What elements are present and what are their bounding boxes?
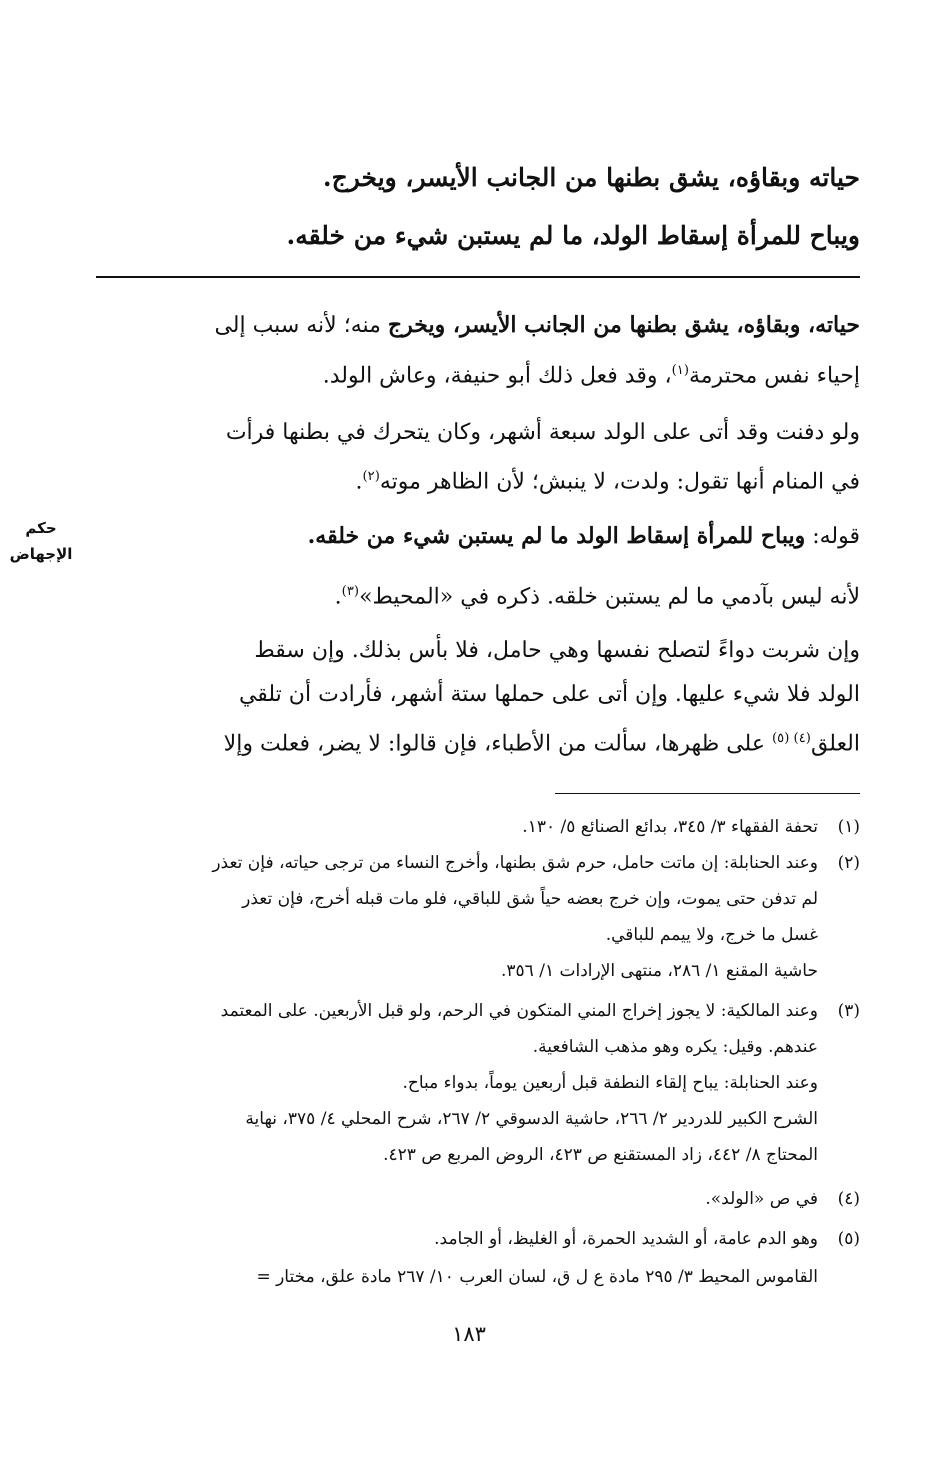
- sharh-p5-line-2: [86, 676, 860, 714]
- footnote-number: (٢): [837, 853, 860, 873]
- footnote-text: غسل ما خرج، ولا ييمم للباقي.: [605, 925, 818, 945]
- quoted-matn: حياته، وبقاؤه، يشق بطنها من الجانب الأيسر، ويخرج: [387, 312, 860, 338]
- footnote-4: [86, 1184, 860, 1214]
- footnote-2-line-4: [86, 956, 818, 986]
- footnote-number: (١): [837, 817, 860, 837]
- margin-heading-line: حكم: [25, 519, 57, 537]
- sharh-p1-line-2: [86, 352, 860, 395]
- sharh-p1-line-1: [86, 306, 860, 345]
- sharh-text: منه؛ لأنه سبب إلى: [214, 313, 388, 338]
- footnote-text: وعند المالكية: لا يجوز إخراج المني المتكون في الرحم، ولو قبل الأربعين. على المعتمد: [220, 1001, 818, 1021]
- sharh-text: ، وقد فعل ذلك أبو حنيفة، وعاش الولد.: [322, 363, 672, 389]
- footnote-2-line-1: [86, 848, 860, 878]
- footnote-number: (٤): [837, 1189, 860, 1209]
- sharh-text: .: [355, 469, 363, 495]
- footnote-number: (٥): [837, 1229, 860, 1249]
- sharh-text: قوله:: [805, 524, 860, 549]
- sharh-text: إحياء نفس محترمة: [688, 363, 860, 389]
- sharh-text: لأنه ليس بآدمي ما لم يستبن خلقه. ذكره في «المحيط»: [359, 584, 860, 610]
- footnote-text: وهو الدم عامة، أو الشديد الحمرة، أو الغليظ، أو الجامد.: [434, 1229, 818, 1249]
- footnote-5-line-1: [86, 1224, 860, 1254]
- footnote-number: (٣): [837, 1001, 860, 1021]
- sharh-text: على ظهرها، سألت من الأطباء، فإن قالوا: لا يضر، فعلت وإلا: [223, 731, 772, 757]
- margin-heading-line: الإجهاض: [9, 545, 73, 563]
- footnote-text: وعند الحنابلة: يباح إلقاء النطفة قبل أربعين يوماً، بدواء مباح.: [402, 1073, 818, 1093]
- footnote-text: وعند الحنابلة: إن ماتت حامل، حرم شق بطنها، وأخرج النساء من ترجى حياته، فإن تعذر: [212, 853, 818, 873]
- footnote-3-line-3: [86, 1068, 818, 1098]
- matn-text: حياته وبقاؤه، يشق بطنها من الجانب الأيسر، ويخرج.: [322, 163, 860, 192]
- footnote-3-line-5: [86, 1140, 818, 1170]
- footnote-text: لم تدفن حتى يموت، وإن خرج بعضه حياً شق للباقي، فلو مات قبله أخرج، فإن تعذر: [242, 889, 818, 909]
- footnote-5-line-2: [86, 1262, 818, 1292]
- sharh-text: الولد فلا شيء عليها. وإن أتى على حملها ستة أشهر، فأرادت أن تلقي: [238, 682, 860, 707]
- margin-heading: [6, 515, 76, 567]
- sharh-p2-line-2: [86, 458, 860, 501]
- sharh-text: العلق: [810, 731, 860, 757]
- sharh-p4: [86, 573, 860, 616]
- sharh-text: ولو دفنت وقد أتى على الولد سبعة أشهر، وكان يتحرك في بطنها فرأت: [225, 420, 860, 445]
- footnote-text: عندهم. وقيل: يكره وهو مذهب الشافعية.: [532, 1037, 818, 1057]
- sharh-text: .: [334, 584, 342, 610]
- footnote-text: في ص «الولد».: [705, 1189, 818, 1209]
- quoted-matn: ويباح للمرأة إسقاط الولد ما لم يستبن شيء من خلقه.: [307, 523, 806, 549]
- footnote-2-line-3: [86, 920, 818, 950]
- sharh-text: في المنام أنها تقول: ولدت، لا ينبش؛ لأن الظاهر موته: [379, 469, 860, 495]
- footnotes-divider: [555, 793, 860, 794]
- footnote-text: القاموس المحيط ٣/ ٢٩٥ مادة ع ل ق، لسان العرب ١٠/ ٢٦٧ مادة علق، مختار =: [256, 1267, 818, 1287]
- footnote-ref[interactable]: (٢): [362, 469, 380, 484]
- footnote-text: تحفة الفقهاء ٣/ ٣٤٥، بدائع الصنائع ٥/ ١٣٠.: [522, 817, 818, 837]
- footnote-text: الشرح الكبير للدردير ٢/ ٢٦٦، حاشية الدسوقي ٢/ ٢٦٧، شرح المحلي ٤/ ٣٧٥، نهاية: [245, 1109, 818, 1129]
- footnote-1: [86, 812, 860, 842]
- matn-text: ويباح للمرأة إسقاط الولد، ما لم يستبن شيء من خلقه.: [286, 221, 860, 250]
- footnote-2-line-2: [86, 884, 818, 914]
- footnote-ref[interactable]: (١): [671, 363, 689, 378]
- sharh-text: وإن شربت دواءً لتصلح نفسها وهي حامل، فلا بأس بذلك. وإن سقط: [254, 638, 860, 663]
- footnote-text: حاشية المقنع ١/ ٢٨٦، منتهى الإرادات ١/ ٣٥٦.: [501, 961, 818, 981]
- matn-line-2: [86, 216, 860, 256]
- matn-divider: [96, 276, 860, 278]
- sharh-p5-line-1: [86, 632, 860, 670]
- footnote-3-line-4: [86, 1104, 818, 1134]
- sharh-p3: [86, 517, 860, 556]
- matn-line-1: [86, 158, 860, 198]
- footnote-3-line-1: [86, 996, 860, 1026]
- page-number: ١٨٣: [452, 1322, 486, 1346]
- footnote-text: المحتاج ٨/ ٤٤٢، زاد المستقنع ص ٤٢٣، الروض المربع ص ٤٢٣.: [383, 1145, 818, 1165]
- footnote-ref[interactable]: (٤) (٥): [771, 731, 811, 746]
- sharh-p2-line-1: [86, 414, 860, 452]
- footnote-ref[interactable]: (٣): [341, 584, 360, 599]
- sharh-p5-line-3: [86, 720, 860, 763]
- footnote-3-line-2: [86, 1032, 818, 1062]
